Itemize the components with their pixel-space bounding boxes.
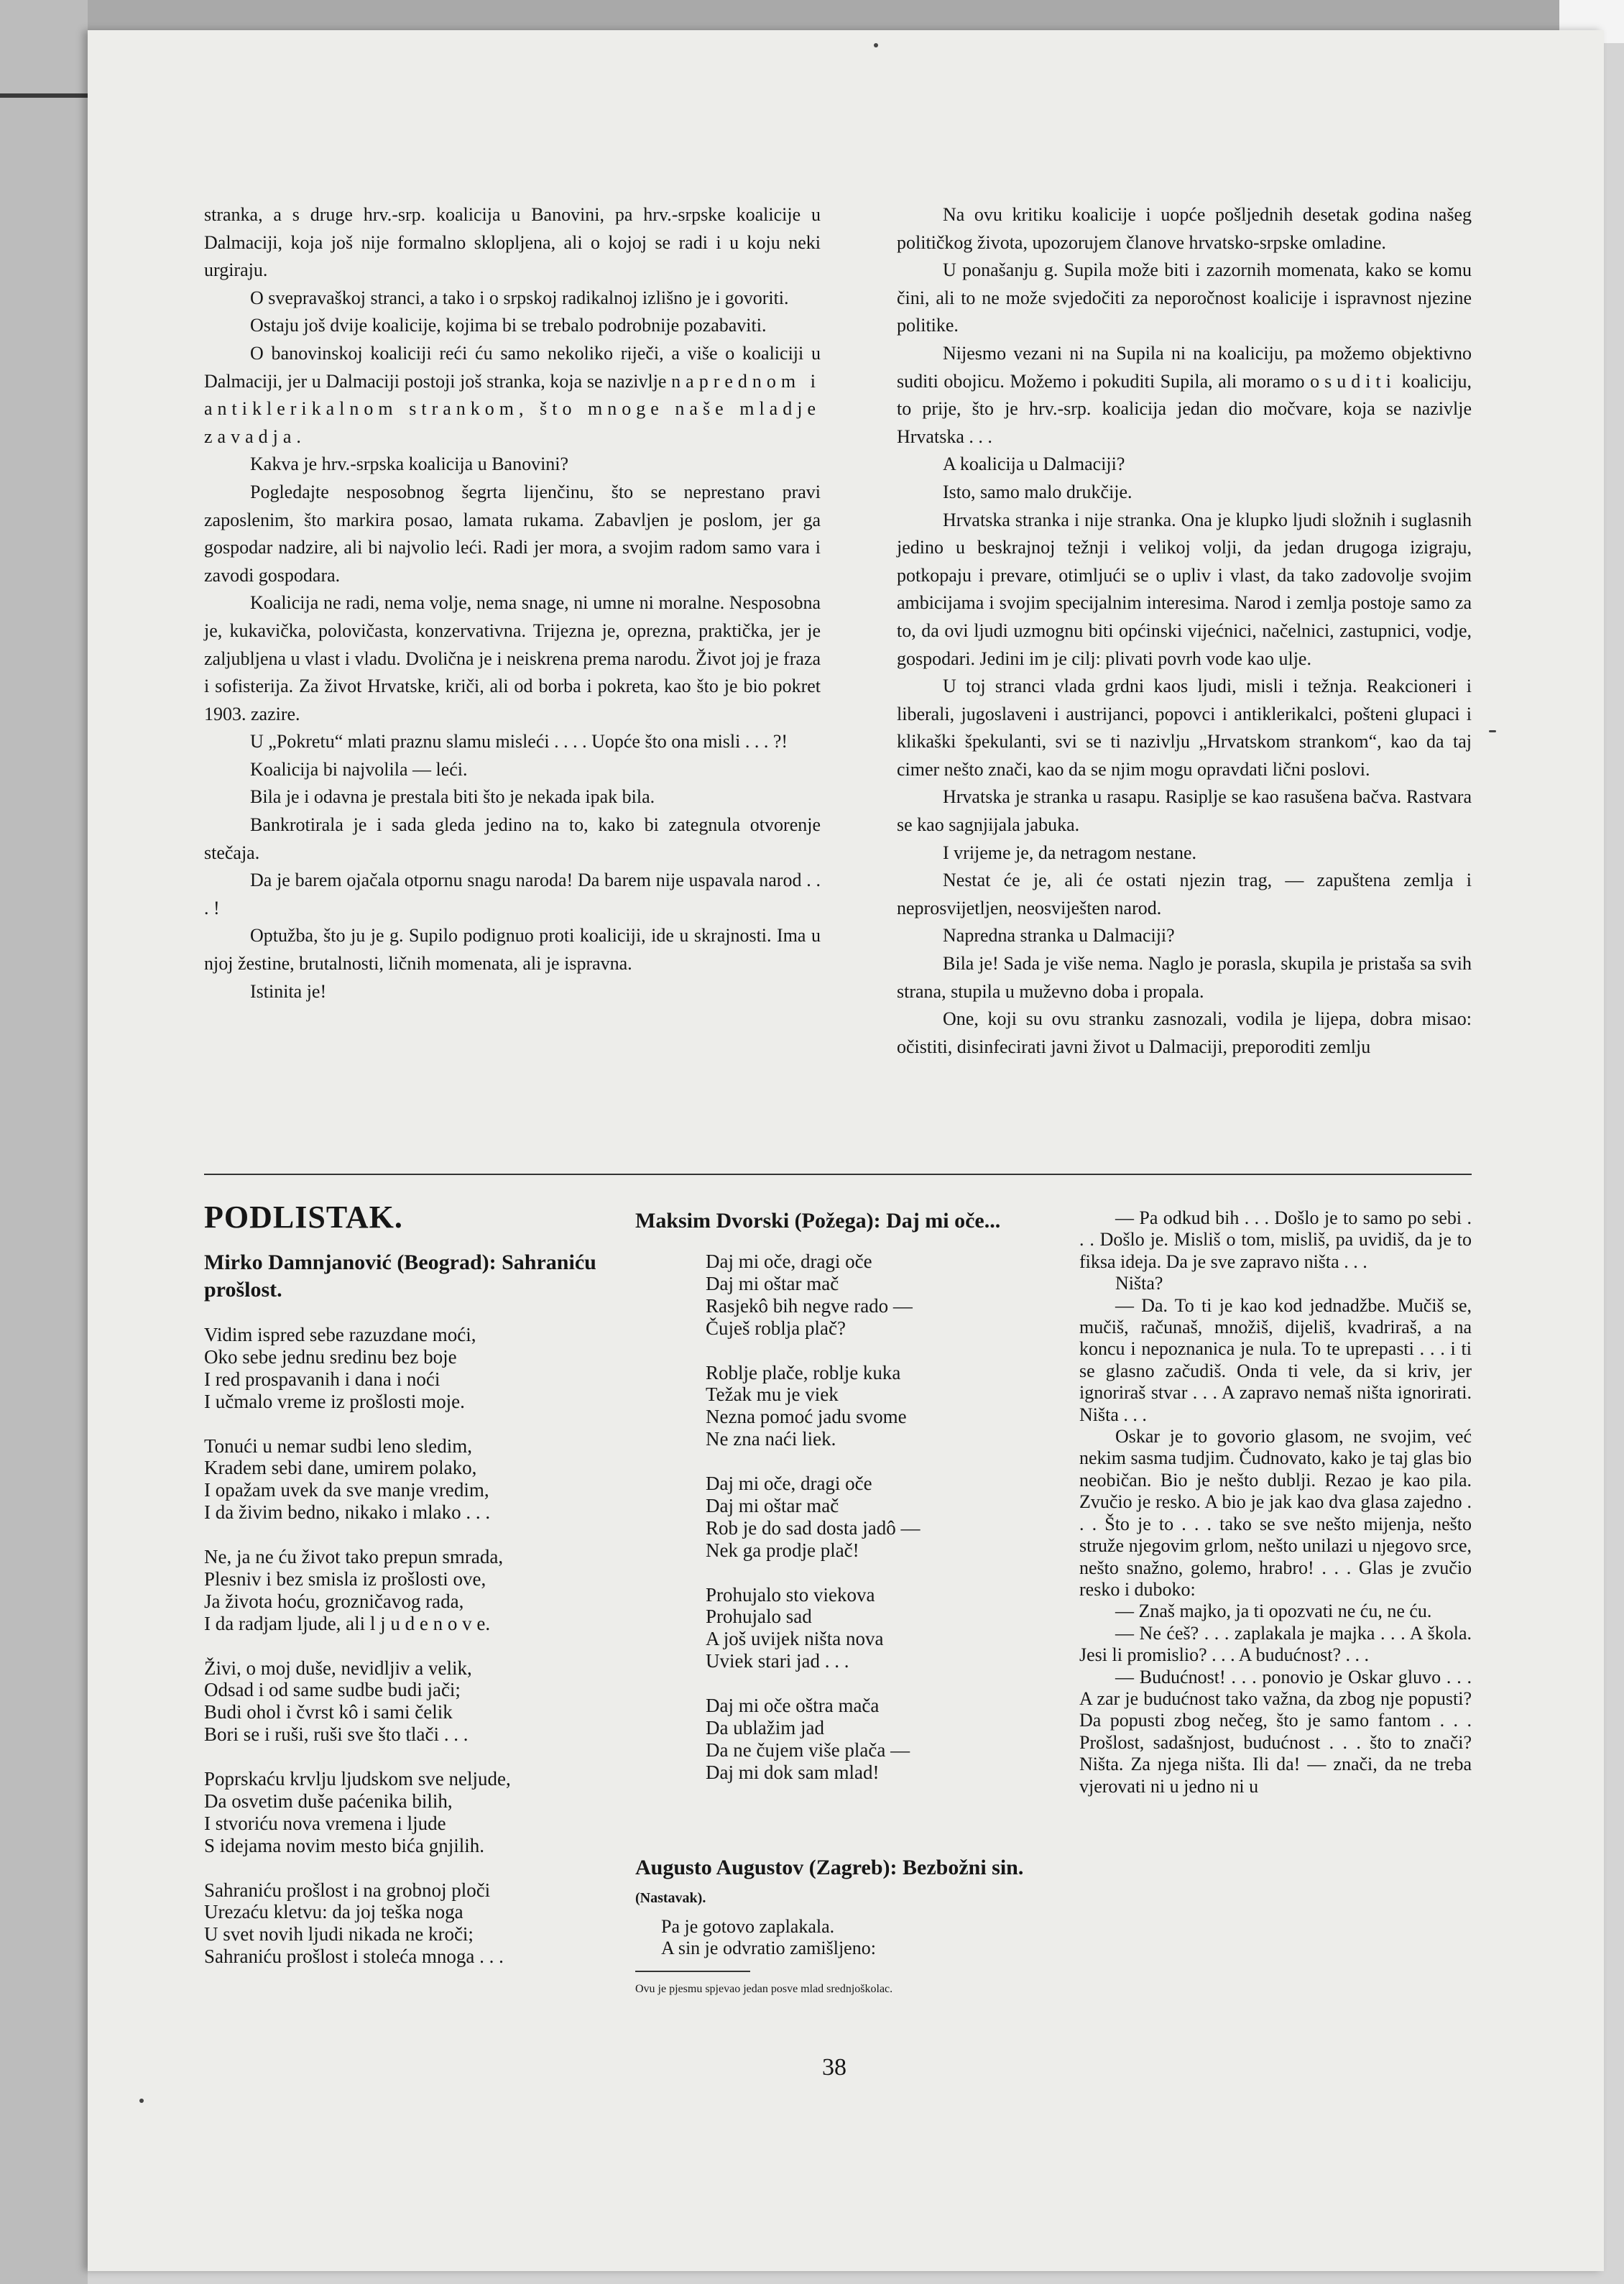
poem-line: Kradem sebi dane, umirem polako,: [204, 1457, 477, 1479]
paragraph: Kakva je hrv.-srpska koalicija u Banovini?: [250, 453, 569, 475]
poem-mirko: [204, 1324, 511, 1968]
poem-title-mirko: Mirko Damnjanović (Beograd): Sahraniću prošlost.: [204, 1251, 596, 1302]
stanza: [706, 1251, 920, 1340]
poem-line: Bori se i ruši, ruši sve što tlači . . .: [204, 1723, 469, 1746]
paragraph: Koalicija ne radi, nema volje, nema snage, ni umne ni moralne. Nesposobna je, kukavička, polovičasta, konzervativna. Trijezna je, oprezna, praktička, jer je zaljubljena u vlast i vladu. Dvolična je i neiskrena prema narodu. Život joj je fraza i sofisterija. Za život Hrvatske, kriči, ali od borba i pokreta, kao što je bio pokret 1903. zazire.: [204, 592, 821, 724]
background-left-strip: [0, 0, 88, 2284]
poem-line: Daj mi dok sam mlad!: [706, 1761, 880, 1783]
poem-line: Budi ohol i čvrst kô i sami čelik: [204, 1701, 453, 1723]
paragraph: Ništa?: [1115, 1273, 1163, 1294]
spaced-emphasis: osuditi: [1310, 370, 1396, 392]
poem-line: I stvoriću nova vremena i ljude: [204, 1812, 446, 1834]
paragraph: stranka, a s druge hrv.-srp. koalicija u Banovini, pa hrv.-srpske koalicije u Dalmaciji, koja još nije formalno sklopljena, ali o kojoj se radi i u koju neki urgiraju.: [204, 204, 821, 281]
paragraph: A sin je odvratio zamišljeno:: [661, 1938, 876, 1959]
paragraph: Na ovu kritiku koalicije i uopće pošljednih desetak godina našeg političkog života, upozorujem članove hrvatsko-srpske omladine.: [897, 204, 1472, 253]
story-continued-column: [1079, 1207, 1472, 1797]
stanza: [706, 1695, 920, 1784]
paragraph: Hrvatska je stranka u rasapu. Rasiplje se kao rasušena bačva. Rastvara se kao sagnjijala jabuka.: [897, 786, 1472, 836]
poem-line: Odsad i od same sudbe budi jači;: [204, 1679, 461, 1701]
stanza: [204, 1324, 511, 1413]
poem-line: Roblje plače, roblje kuka: [706, 1361, 901, 1383]
story-title-augusto: Augusto Augustov (Zagreb): Bezbožni sin.: [635, 1856, 1024, 1879]
stanza: [204, 1657, 511, 1746]
poem-line: U svet novih ljudi nikada ne kroči;: [204, 1923, 474, 1945]
poem-line: Sahraniću prošlost i stoleća mnoga . . .: [204, 1945, 504, 1968]
paragraph: Ostaju još dvije koalicije, kojima bi se trebalo podrobnije pozabaviti.: [250, 315, 767, 336]
paragraph: — Znaš majko, ja ti opozvati ne ću, ne ću.: [1115, 1601, 1432, 1622]
poem-line: Plesniv i bez smisla iz prošlosti ove,: [204, 1567, 486, 1590]
footnote: Ovu je pjesmu spjevao jedan posve mlad srednjoškolac.: [635, 1983, 893, 1995]
stanza: [706, 1584, 920, 1673]
poem-line: Ja života hoću, grozničavog rada,: [204, 1590, 464, 1612]
stanza: [706, 1362, 920, 1451]
poem-line: Da osvetim duše paćenika bilih,: [204, 1790, 453, 1812]
poem-line: Nezna pomoć jadu svome: [706, 1406, 907, 1428]
paragraph: Isto, samo malo drukčije.: [943, 481, 1132, 502]
stanza: [204, 1546, 511, 1635]
poem-line: I učmalo vreme iz prošlosti moje.: [204, 1390, 465, 1412]
poem-line: Ne, ja ne ću život tako prepun smrada,: [204, 1546, 504, 1568]
scan-speck: [1489, 730, 1496, 732]
footnote-rule: [635, 1971, 750, 1972]
poem-line: Vidim ispred sebe razuzdane moći,: [204, 1324, 476, 1345]
background-top-strip: [88, 0, 1624, 30]
poem-line: Prohujalo sto viekova: [706, 1583, 875, 1606]
paragraph-text: koaliciju, to prije, što je hrv.-srp. koalicija jedan dio močvare, koja se nazivlje Hrvatska . . .: [897, 370, 1472, 447]
paragraph: Bankrotirala je i sada gleda jedino na to, kako bi zategnula otvorenje stečaja.: [204, 814, 821, 863]
poem-line: S idejama novim mesto bića gnjilih.: [204, 1834, 484, 1856]
poem-line: Urezaću kletvu: da joj teška noga: [204, 1901, 463, 1923]
paragraph: Pogledajte nesposobnog šegrta lijenčinu, što se neprestano pravi zaposlenim, što markira posao, lamata rukama. Zabavljen je poslom, jer ga gospodar nadzire, ali bi najvolio leći. Radi jer mora, a svojim radom samo vara i zavodi gospodara.: [204, 481, 821, 586]
article-left-column: [204, 201, 821, 1005]
stanza: [204, 1879, 511, 1968]
paragraph: U ponašanju g. Supila može biti i zazornih momenata, kako se komu čini, ali to ne može svjedočiti za neporočnost koalicije i ispravnost njezine politike.: [897, 259, 1472, 336]
stanza: [204, 1768, 511, 1857]
paragraph: Koalicija bi najvolila — leći.: [250, 758, 468, 780]
table-edge-line: [0, 93, 89, 98]
stanza: [204, 1435, 511, 1524]
poem-line: Čuješ roblja plač?: [706, 1317, 846, 1339]
poem-line: Težak mu je viek: [706, 1383, 839, 1406]
poem-line: Rob je do sad dosta jadô —: [706, 1516, 921, 1539]
paragraph: — Da. To ti je kao kod jednadžbe. Mučiš se, mučiš, računaš, množiš, dijeliš, kvadriraš, a na koncu i nepoznanica je nula. To te uprepasti . . . i ti se glasno začudiš. Onda ti vele, da si kriv, jer ignoriraš stvar . . . A zapravo nemaš ništa ignorirati. Ništa . . .: [1079, 1294, 1472, 1425]
paragraph-text: O banovinskoj koaliciji reći ću samo nekoliko riječi, a više o koaliciji u Dalmaciji, jer u Dalmaciji postoji još stranka, koja se nazivlje: [204, 342, 821, 392]
paragraph: [897, 340, 1472, 451]
paragraph: Pa je gotovo zaplakala.: [661, 1916, 835, 1937]
poem-maksim: [706, 1251, 920, 1784]
paragraph: Bila je i odavna je prestala biti što je nekada ipak bila.: [250, 786, 655, 808]
story-opening: [635, 1916, 1038, 1960]
paragraph: Napredna stranka u Dalmaciji?: [943, 925, 1175, 947]
paragraph: I vrijeme je, da netragom nestane.: [943, 842, 1197, 863]
poem-line: Poprskaću krvlju ljudskom sve neljude,: [204, 1768, 511, 1790]
poem-line: Daj mi oče, dragi oče: [706, 1473, 872, 1495]
poem-line: Oko sebe jednu sredinu bez boje: [204, 1345, 457, 1368]
paragraph-text: Nijesmo vezani ni na Supila ni na koaliciju, pa možemo objektivno suditi obojicu. Možemo i pokuditi Supila, ali moramo: [897, 342, 1472, 392]
poem-line: I da radjam ljude, ali l j u d e n o v e.: [204, 1612, 491, 1634]
paragraph: Nestat će je, ali će ostati njezin trag, — zapuštena zemlja i neprosvijetljen, neosviješten narod.: [897, 870, 1472, 918]
poem-line: Živi, o moj duše, nevidljiv a velik,: [204, 1657, 472, 1679]
paragraph: — Budućnost! . . . ponovio je Oskar gluvo . . . A zar je budućnost tako važna, da zbog nje popusti? Da popusti zbog nečeg, što je samo fantom . . . Prošlost, sadašnjost, budućnost . . . što to znači? Ništa. Za njega ništa. Ili da! — znači, da ne treba vjerovati ni u jedno ni u: [1079, 1666, 1472, 1797]
section-divider: [204, 1174, 1472, 1175]
poem-line: Prohujalo sad: [706, 1606, 812, 1628]
poem-line: Daj mi oštar mač: [706, 1272, 839, 1294]
paragraph: — Pa odkud bih . . . Došlo je to samo po sebi . . . Došlo je. Misliš o tom, misliš, pa uvidiš, da je to fiksa ideja. Da je sve zapravo ništa . . .: [1079, 1207, 1472, 1272]
poem-line: Uviek stari jad . . .: [706, 1650, 849, 1672]
paragraph: U toj stranci vlada grdni kaos ljudi, misli i težnja. Reakcioneri i liberali, jugoslaveni i austrijanci, popovci i antiklerikalci, pošteni glupaci i klikaški špekulanti, svi se ti nazivlju „Hrvatskom strankom“, kao da taj cimer nešto znači, kao da se njim mogu opravdati lični poslovi.: [897, 676, 1472, 780]
paragraph: Da je barem ojačala otpornu snagu naroda! Da barem nije uspavala narod . . . !: [204, 870, 821, 918]
poem-line: Daj mi oče oštra mača: [706, 1695, 880, 1717]
poem-line: Tonući u nemar sudbi leno sledim,: [204, 1435, 473, 1457]
paragraph: A koalicija u Dalmaciji?: [943, 453, 1125, 475]
poem-line: Daj mi oče, dragi oče: [706, 1251, 872, 1272]
paragraph: Bila je! Sada je više nema. Naglo je porasla, skupila je pristaša sa svih strana, stupila u muževno doba i propala.: [897, 953, 1472, 1002]
poem-line: I da živim bedno, nikako i mlako . . .: [204, 1501, 491, 1524]
paragraph: O svepravaškoj stranci, a tako i o srpskoj radikalnoj izlišno je i govoriti.: [250, 287, 789, 308]
paragraph: One, koji su ovu stranku zasnozali, vodila je lijepa, dobra misao: očistiti, disinfecirati javni život u Dalmaciji, preporoditi zemlju: [897, 1008, 1472, 1057]
poem-line: Nek ga prodje plač!: [706, 1539, 859, 1561]
paragraph: U „Pokretu“ mlati praznu slamu misleći . . . . Uopće što ona misli . . . ?!: [250, 731, 788, 752]
poem-line: Sahraniću prošlost i na grobnoj ploči: [204, 1879, 491, 1901]
paragraph: Optužba, što ju je g. Supilo podignuo proti koaliciji, ide u skrajnosti. Ima u njoj žestine, brutalnosti, ličnih momenata, ali je ispravna.: [204, 925, 821, 975]
poem-line: Daj mi oštar mač: [706, 1494, 839, 1516]
poem-title-maksim: Maksim Dvorski (Požega): Daj mi oče...: [635, 1209, 1001, 1233]
poem-line: I opažam uvek da sve manje vredim,: [204, 1479, 489, 1501]
poem-line: Da ublažim jad: [706, 1716, 824, 1739]
poem-line: I red prospavanih i dana i noći: [204, 1368, 440, 1390]
poem-line: Ne zna naći liek.: [706, 1428, 836, 1450]
paragraph: Oskar je to govorio glasom, ne svojim, već nekim sasma tudjim. Čudnovato, kako je taj glas bio neobičan. Bio je nešto dublji. Rezao je kao pila. Zvučio je resko. A bio je jak kao dva glasa zajedno . . . Što je to . . . tako se sve nešto mijenja, nešto struže njegovim grlom, nešto unilazi u njegovo srce, nešto snažno, golemo, hrabro! . . . Glas je zvučio resko i duboko:: [1079, 1426, 1472, 1600]
paragraph: [204, 340, 821, 451]
poem-line: A još uvijek ništa nova: [706, 1628, 884, 1650]
article-right-column: [897, 201, 1472, 1061]
podlistak-heading: PODLISTAK.: [204, 1199, 403, 1235]
scan-speck: [139, 2099, 144, 2103]
stanza: [706, 1473, 920, 1562]
paragraph: — Ne ćeš? . . . zaplakala je majka . . . A škola. Jesi li promislio? . . . A budućnost? . . .: [1079, 1622, 1472, 1666]
scan-speck: [874, 43, 878, 47]
poem-line: Da ne čujem više plača —: [706, 1739, 910, 1761]
spaced-emphasis: naprednom i antiklerikalnom strankom, što mnoge naše mladje zavadja.: [204, 370, 821, 447]
paragraph: Istinita je!: [250, 980, 327, 1002]
poem-line: Rasjekô bih negve rado —: [706, 1294, 913, 1317]
continuation-note: (Nastavak).: [635, 1890, 706, 1906]
page-number: 38: [822, 2054, 846, 2081]
paragraph: Hrvatska stranka i nije stranka. Ona je klupko ljudi složnih i suglasnih jedino u beskrajnoj težnji i velikoj volji, da jedan drugoga izigraju, potkopaju i prevare, otimljući se o upliv i vlast, da tako zadovolje svojim ambicijama i svojim specijalnim interesima. Narod i zemlja postoje samo za to, da ovi ljudi uzmognu biti općinski vijećnici, načelnici, zastupnici, vodje, gospodari. Jedini im je cilj: plivati povrh vode kao ulje.: [897, 509, 1472, 669]
